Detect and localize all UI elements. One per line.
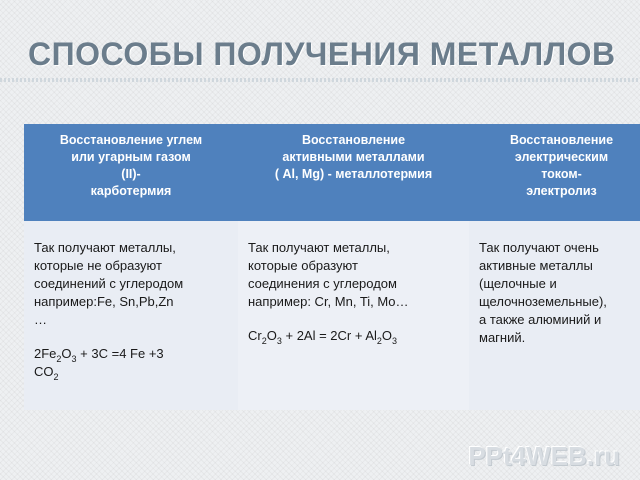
header-line: или угарным газом	[71, 150, 191, 164]
header-line: ( Al, Mg) - металлотермия	[274, 167, 433, 181]
cell-line: например: Cr, Mn, Ti, Mo…	[248, 294, 409, 309]
cell-line: соединения с углеродом	[248, 276, 397, 291]
equation-part: CO	[34, 364, 54, 379]
equation-subscript: 2	[376, 336, 382, 346]
equation-subscript: 3	[71, 354, 77, 364]
cell-line: которые образуют	[248, 258, 358, 273]
cell-metallothermy	[238, 221, 469, 410]
cell-line: например:Fe, Sn,Pb,Zn	[34, 294, 174, 309]
header-line: карботермия	[90, 184, 172, 198]
header-line: током-	[541, 167, 582, 181]
equation-part: O	[61, 346, 72, 361]
equation-part: + 3C =4 Fe +3	[76, 346, 164, 361]
cell-line: Так получают металлы,	[248, 240, 390, 255]
equation-metallothermy	[248, 327, 461, 345]
methods-table	[24, 124, 640, 410]
header-metallothermy	[238, 124, 469, 221]
cell-line: Так получают очень	[479, 240, 599, 255]
equation-part: O	[381, 328, 393, 343]
equation-subscript: 3	[392, 336, 398, 346]
cell-description	[248, 239, 461, 311]
table-header-row	[24, 124, 640, 221]
header-line: электрическим	[514, 150, 609, 164]
cell-line: (щелочные и	[479, 276, 557, 291]
equation-part: 2Fe	[34, 346, 57, 361]
header-electrolysis	[469, 124, 640, 221]
table-body-row	[24, 221, 640, 410]
cell-electrolysis	[469, 221, 640, 410]
cell-line: магний.	[479, 330, 526, 345]
title-divider	[0, 78, 640, 82]
slide-title: СПОСОБЫ ПОЛУЧЕНИЯ МЕТАЛЛОВ	[28, 36, 616, 72]
equation-carbothermy	[34, 345, 230, 381]
cell-description	[34, 239, 230, 329]
equation-subscript: 2	[56, 354, 62, 364]
cell-line: …	[34, 312, 47, 327]
cell-line: Так получают металлы,	[34, 240, 176, 255]
equation-part: O	[266, 328, 277, 343]
header-line: Восстановление углем	[59, 133, 203, 147]
site-watermark: PPt4WEB.ru	[468, 441, 620, 471]
equation-subscript: 2	[261, 336, 267, 346]
equation-part: Cr	[248, 328, 262, 343]
cell-line: а также алюминий и	[479, 312, 602, 327]
header-line: электролиз	[526, 184, 597, 198]
header-line: Восстановление	[509, 133, 614, 147]
header-line: Восстановление	[301, 133, 406, 147]
cell-line: активные металлы	[479, 258, 593, 273]
equation-subscript: 3	[276, 336, 282, 346]
equation-subscript: 2	[53, 372, 59, 382]
cell-description	[479, 239, 640, 347]
equation-part: + 2Al = 2Cr + Al	[281, 328, 377, 343]
header-line: (II)-	[121, 167, 141, 181]
cell-line: соединений с углеродом	[34, 276, 184, 291]
cell-carbothermy	[24, 221, 238, 410]
header-line: активными металлами	[282, 150, 425, 164]
cell-line: которые не образуют	[34, 258, 162, 273]
cell-line: щелочноземельные),	[479, 294, 607, 309]
header-carbothermy	[24, 124, 238, 221]
